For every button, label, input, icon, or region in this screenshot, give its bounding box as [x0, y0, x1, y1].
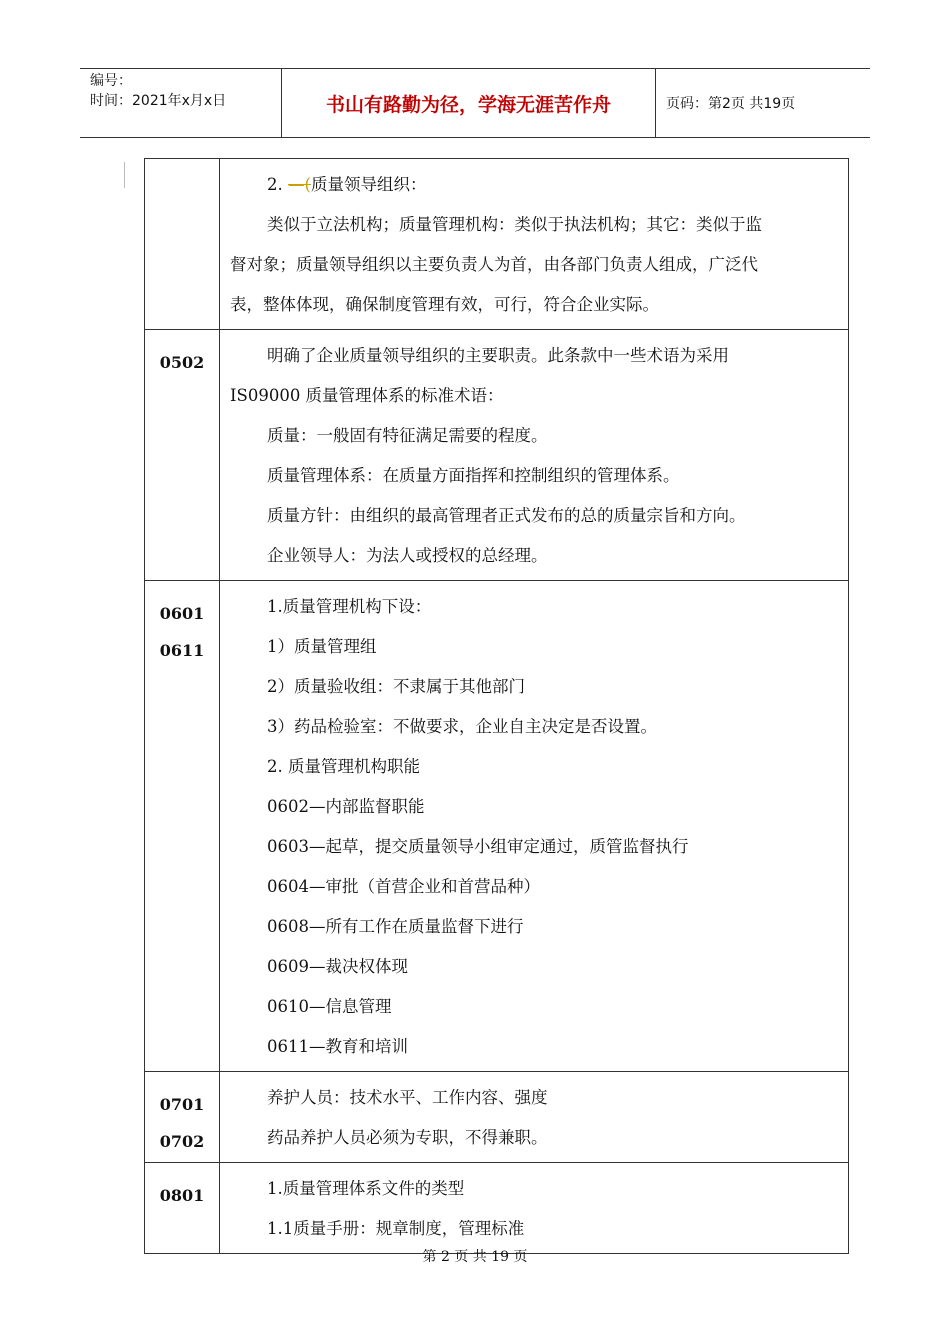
clause-code: 0502 — [159, 353, 205, 372]
text-line: 3）药品检验室：不做要求，企业自主决定是否设置。 — [267, 717, 657, 736]
table-row — [145, 159, 849, 330]
clause-code: 0702 — [159, 1132, 205, 1151]
text-line: 2. —(质量领导组织： — [267, 175, 427, 194]
clause-text-cell — [220, 1072, 849, 1163]
text-line: 药品养护人员必须为专职，不得兼职。 — [267, 1128, 548, 1147]
table-row — [145, 1163, 849, 1254]
text-line: 质量：一般固有特征满足需要的程度。 — [267, 426, 548, 445]
text-line: 0608—所有工作在质量监督下进行 — [267, 917, 524, 936]
text-line: 2. 质量管理机构职能 — [267, 757, 420, 776]
clause-text-cell — [220, 581, 849, 1072]
header-motto: 书山有路勤为径，学海无涯苦作舟 — [282, 69, 656, 137]
page-footer: 第 2 页 共 19 页 — [422, 1249, 528, 1265]
text-line: 0602—内部监督职能 — [267, 797, 425, 816]
text-line: 1.质量管理体系文件的类型 — [267, 1179, 465, 1198]
clause-text-cell — [220, 1163, 849, 1254]
text-line: 0610—信息管理 — [267, 997, 392, 1016]
text-line: 表，整体体现，确保制度管理有效，可行，符合企业实际。 — [230, 295, 659, 314]
page-header — [80, 68, 870, 138]
margin-mark — [124, 162, 125, 188]
clause-table — [144, 158, 849, 1254]
header-meta — [80, 69, 282, 137]
clause-code-cell — [145, 581, 220, 1072]
text-line: 1.1质量手册：规章制度，管理标准 — [267, 1219, 525, 1238]
text-line: 0603—起草，提交质量领导小组审定通过，质管监督执行 — [267, 837, 689, 856]
text-line: 明确了企业质量领导组织的主要职责。此条款中一些术语为采用 — [267, 346, 729, 365]
text-line: 类似于立法机构；质量管理机构：类似于执法机构；其它：类似于监 — [267, 215, 762, 234]
table-row — [145, 1072, 849, 1163]
text-line: 养护人员：技术水平、工作内容、强度 — [267, 1088, 548, 1107]
table-row — [145, 581, 849, 1072]
text-line: 0604—审批（首营企业和首营品种） — [267, 877, 540, 896]
text-line: 督对象；质量领导组织以主要负责人为首，由各部门负责人组成，广泛代 — [230, 255, 758, 274]
clause-code: 0801 — [159, 1186, 205, 1205]
table-row — [145, 330, 849, 581]
clause-code: 0611 — [159, 641, 205, 660]
text-line: 2）质量验收组：不隶属于其他部门 — [267, 677, 525, 696]
clause-code-cell — [145, 159, 220, 330]
clause-code-cell — [145, 1163, 220, 1254]
text-line: 1.质量管理机构下设： — [267, 597, 432, 616]
clause-code: 0601 — [159, 604, 205, 623]
text-line: IS09000 质量管理体系的标准术语： — [230, 386, 504, 405]
text-line: 质量方针：由组织的最高管理者正式发布的总的质量宗旨和方向。 — [267, 506, 746, 525]
clause-code: 0701 — [159, 1095, 205, 1114]
text-line: 企业领导人：为法人或授权的总经理。 — [267, 546, 548, 565]
clause-text-cell — [220, 330, 849, 581]
clause-code-cell — [145, 1072, 220, 1163]
text-line: 1）质量管理组 — [267, 637, 377, 656]
text-line: 0609—裁决权体现 — [267, 957, 408, 976]
header-page-label: 页码：第2页 共19页 — [666, 96, 796, 112]
clause-code-cell — [145, 330, 220, 581]
document-time-label: 时间：2021年x月x日 — [90, 93, 227, 109]
struck-text: —( — [288, 175, 311, 194]
text-line: 0611—教育和培训 — [267, 1037, 408, 1056]
clause-text-cell — [220, 159, 849, 330]
text-line: 质量管理体系：在质量方面指挥和控制组织的管理体系。 — [267, 466, 680, 485]
document-number-label: 编号： — [90, 73, 132, 89]
